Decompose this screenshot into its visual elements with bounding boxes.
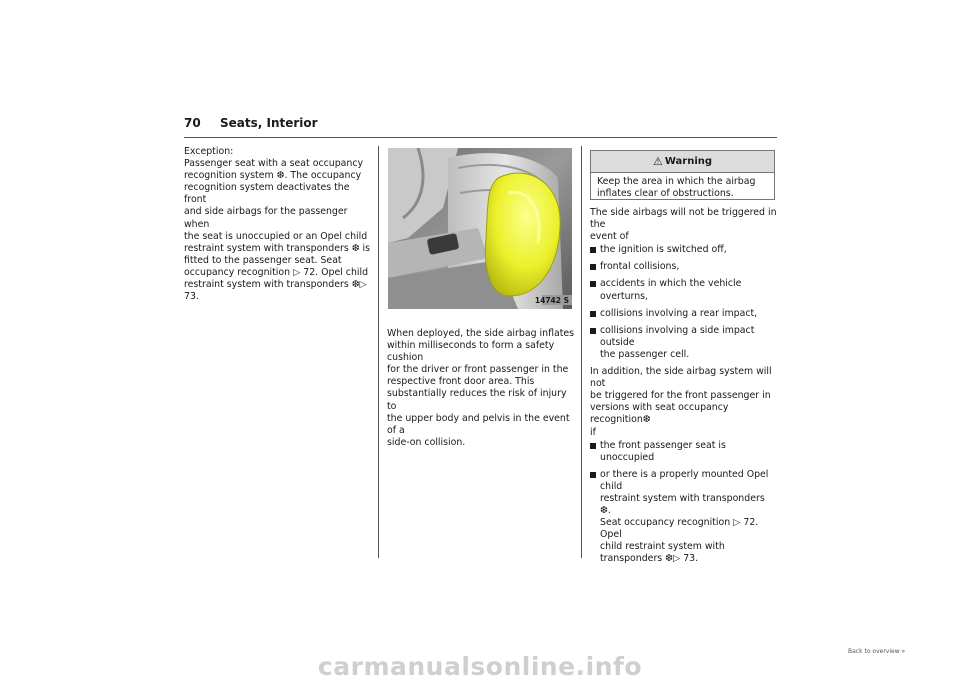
bullet-square-icon [590, 472, 596, 478]
text-line: if [590, 426, 596, 438]
text-line: be triggered for the front passenger in [590, 390, 771, 402]
text-line: restraint system with transponders ❆. [600, 492, 765, 517]
list-item [590, 469, 778, 566]
list-item [590, 261, 778, 273]
list-item [590, 278, 778, 302]
text-line: collisions involving a side impact outside [600, 324, 755, 348]
column-2-text [387, 328, 575, 449]
bullet-square-icon [590, 443, 596, 449]
text-line: Keep the area in which the airbag [597, 176, 756, 187]
text-line: inflates clear of obstructions. [597, 188, 734, 199]
header-divider [184, 137, 777, 138]
bullet-square-icon [590, 247, 596, 253]
text-line: and side airbags for the passenger when [184, 206, 348, 230]
text-line: Seat occupancy recognition ▷ 72. Opel [600, 517, 759, 541]
text-line: Passenger seat with a seat occupancy [184, 158, 364, 170]
text-line: the front passenger seat is unoccupied [600, 439, 726, 463]
back-to-overview-link[interactable]: Back to overview » [848, 648, 906, 655]
bullet-square-icon [590, 264, 596, 270]
text-line: occupancy recognition ▷ 72. Opel child [184, 266, 369, 278]
text-line: collisions involving a rear impact, [600, 307, 758, 319]
text-line: substantially reduces the risk of injury to [387, 388, 567, 412]
text-line: or there is a properly mounted Opel child [600, 468, 769, 492]
text-line: recognition system deactivates the front [184, 182, 350, 206]
text-line: event of [590, 231, 629, 243]
text-line: restraint system with transponders ❆ is [184, 242, 371, 254]
watermark: carmanualsonline.info [317, 652, 643, 681]
bullet-square-icon [590, 281, 596, 287]
text-line: recognition system ❆. The occupancy [184, 170, 362, 182]
text-line: respective front door area. This [387, 376, 535, 388]
figure-label: 14742 S [534, 296, 569, 305]
text-line: within milliseconds to form a safety cushion [387, 340, 555, 364]
text-line: for the driver or front passenger in the [387, 364, 569, 376]
text-line: When deployed, the side airbag inflates [387, 328, 575, 339]
text-line: versions with seat occupancy recognition❆ [590, 402, 729, 426]
text-line: Exception: [184, 146, 234, 157]
text-line: transponders ❆▷ 73. [600, 553, 699, 565]
column-divider-1 [378, 146, 379, 558]
warning-text [591, 173, 774, 203]
page-number: 70 [184, 116, 201, 130]
warning-triangle-icon: ⚠ [652, 155, 663, 168]
text-line: the ignition is switched off, [600, 244, 727, 256]
page-header [184, 116, 318, 134]
text-line: restraint system with transponders ❆▷ 73. [184, 279, 367, 303]
list-item [590, 325, 778, 361]
bullet-square-icon [590, 328, 596, 334]
text-line: fitted to the passenger seat. Seat [184, 254, 342, 266]
text-line: the upper body and pelvis in the event of a [387, 412, 570, 436]
text-line: The side airbags will not be triggered in the [590, 207, 777, 231]
text-line: the passenger cell. [600, 348, 690, 360]
column-3-text [590, 207, 778, 566]
column-divider-2 [581, 146, 582, 558]
text-line: side-on collision. [387, 436, 466, 448]
bullet-square-icon [590, 311, 596, 317]
text-line: accidents in which the vehicle overturns, [600, 278, 742, 302]
column-1-text [184, 146, 370, 303]
list-item [590, 440, 778, 464]
list-item [590, 308, 778, 320]
text-line: the seat is unoccupied or an Opel child [184, 230, 368, 242]
text-line: frontal collisions, [600, 261, 680, 273]
side-airbag-photo [388, 148, 572, 309]
warning-header [591, 151, 774, 173]
text-line: child restraint system with [600, 541, 725, 553]
list-item [590, 244, 778, 256]
section-title: Seats, Interior [220, 116, 318, 130]
warning-title: Warning [664, 156, 713, 167]
text-line: In addition, the side airbag system will not [590, 366, 772, 390]
warning-box [590, 150, 775, 200]
